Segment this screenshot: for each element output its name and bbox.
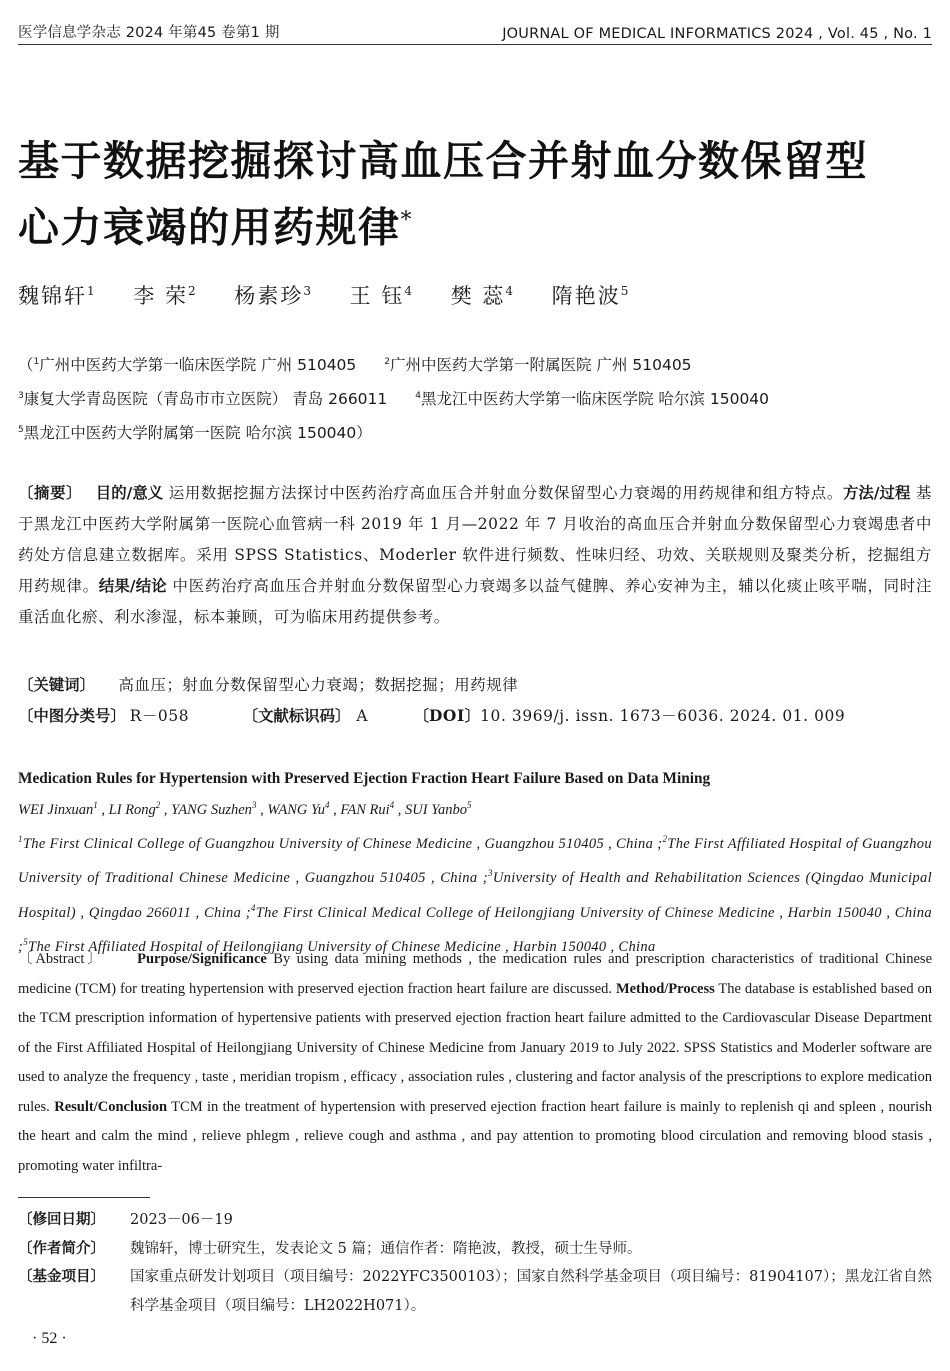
doc-code-heading: 〔文献标识码〕 xyxy=(242,707,351,725)
en-author-mark: 4 xyxy=(389,800,395,810)
doi-value: 10. 3969/j. issn. 1673－6036. 2024. 01. 009 xyxy=(480,707,846,725)
doi-label: DOI xyxy=(428,707,465,725)
en-abstract xyxy=(18,945,932,1181)
author-name: 王 钰 xyxy=(349,284,405,308)
footnote-label: 〔修回日期〕 xyxy=(18,1212,105,1228)
en-affil-mark: 3 xyxy=(487,868,493,879)
footnotes xyxy=(18,1206,932,1320)
author xyxy=(18,284,95,308)
affiliation: 黑龙江中医药大学附属第一医院 哈尔滨 150040 xyxy=(23,424,357,443)
clc-heading: 〔中图分类号〕 xyxy=(18,707,126,725)
en-affiliation: The First Clinical College of Guangzhou University of Chinese Medicine , Guangzhou 510405 , China ; xyxy=(22,835,663,852)
author-name: 杨素珍 xyxy=(234,284,304,308)
author-name: 樊 蕊 xyxy=(450,284,506,308)
funding-star: * xyxy=(400,208,413,233)
author xyxy=(133,284,195,308)
result-label: 结果/结论 xyxy=(98,577,167,595)
purpose-text: 运用数据挖掘方法探讨中医药治疗高血压合并射血分数保留型心力衰竭的用药规律和组方特点。 xyxy=(168,484,843,502)
separator: , xyxy=(256,801,268,818)
en-author-mark: 3 xyxy=(251,800,257,810)
keywords-line xyxy=(18,673,518,695)
affiliation: 广州中医药大学第一附属医院 广州 510405 xyxy=(390,356,692,375)
title-line-1: 基于数据挖掘探讨高血压合并射血分数保留型 xyxy=(18,137,868,185)
author xyxy=(350,284,412,308)
author xyxy=(552,284,629,308)
footnote-label: 〔基金项目〕 xyxy=(18,1269,105,1285)
open-paren: （ xyxy=(18,356,34,375)
en-affil-mark: 1 xyxy=(18,834,23,844)
en-affil-mark: 2 xyxy=(662,834,668,844)
en-author: FAN Rui xyxy=(340,801,390,818)
affiliations xyxy=(18,347,933,449)
en-author-mark: 2 xyxy=(155,800,161,810)
separator: , xyxy=(97,801,109,818)
author xyxy=(234,284,311,308)
doi-heading-close: 〕 xyxy=(464,707,481,725)
en-author-list xyxy=(18,800,471,819)
en-purpose-text: By using data mining methods , the medication rules and prescription characteristics of traditional Chinese medicine (TCM) for treating hypertension with preserved ejection fraction heart failure are discussed. xyxy=(18,951,932,997)
en-author: SUI Yanbo xyxy=(405,801,467,818)
author-name: 李 荣 xyxy=(133,284,189,308)
method-text: 基于黑龙江中医药大学附属第一医院心血管病一科 2019 年 1 月—2022 年 7 月收治的高血压合并射血分数保留型心力衰竭患者中药处方信息建立数据库。采用 SPSS Statistics、Moderler 软件进行频数、性味归经、功效、关联规则及聚类分析，挖掘组方用药规律。 xyxy=(18,484,932,595)
separator: , xyxy=(329,801,341,818)
footnote-text: 2023－06－19 xyxy=(130,1212,233,1228)
clc-value: R－058 xyxy=(129,707,190,725)
en-author: WANG Yu xyxy=(267,801,325,818)
affil-mark: 5 xyxy=(18,425,24,436)
keywords-heading: 〔关键词〕 xyxy=(18,676,95,694)
affiliation-row xyxy=(18,381,933,415)
affil-mark: 2 xyxy=(384,357,391,367)
author-affil-mark: 4 xyxy=(404,284,412,298)
doi-heading-open: 〔 xyxy=(413,707,429,725)
author-affil-mark: 4 xyxy=(505,284,514,298)
author-affil-mark: 3 xyxy=(303,284,311,298)
en-affil-mark: 4 xyxy=(250,902,256,913)
author-affil-mark: 2 xyxy=(188,284,196,298)
en-author: LI Rong xyxy=(108,801,156,818)
separator: , xyxy=(160,801,172,818)
affiliation-row xyxy=(18,415,933,449)
footnote-text: 魏锦轩，博士研究生，发表论文 5 篇；通信作者：隋艳波，教授，硕士生导师。 xyxy=(130,1240,642,1257)
en-method-label: Method/Process xyxy=(615,980,715,997)
affiliation: 康复大学青岛医院（青岛市市立医院） 青岛 266011 xyxy=(23,390,388,409)
author-list xyxy=(18,280,658,310)
affil-mark: 3 xyxy=(18,391,24,402)
author-affil-mark: 1 xyxy=(87,284,95,298)
page-number: · 52 · xyxy=(32,1330,67,1347)
separator: , xyxy=(394,801,406,818)
affiliation-row xyxy=(18,347,933,381)
doc-code-value: A xyxy=(356,707,369,725)
en-affil-mark: 5 xyxy=(23,936,29,947)
en-affiliation: The First Affiliated Hospital of Heilongjiang University of Chinese Medicine , Harbin 150040 , China xyxy=(28,938,656,955)
en-abstract-heading: 〔Abstract〕 xyxy=(18,951,105,967)
author xyxy=(451,284,513,308)
en-title: Medication Rules for Hypertension with Preserved Ejection Fraction Heart Failure Based on Data Mining xyxy=(18,770,711,787)
footnote-divider xyxy=(18,1197,150,1198)
abstract-heading: 〔摘要〕 xyxy=(18,484,83,502)
purpose-label: 目的/意义 xyxy=(95,484,164,502)
keywords-text: 高血压；射血分数保留型心力衰竭；数据挖掘；用药规律 xyxy=(118,676,519,694)
author-name: 隋艳波 xyxy=(551,284,621,308)
en-result-text: TCM in the treatment of hypertension with preserved ejection fraction heart failure is mainly to replenish qi and spleen , nourish the heart and calm the mind , relieve phlegm , relieve cough and asthma , and pay attention to promoting blood circulation and removing blood stasis , promoting water infiltra- xyxy=(18,1098,932,1174)
result-text: 中医药治疗高血压合并射血分数保留型心力衰竭多以益气健脾、养心安神为主，辅以化痰止咳平喘，同时注重活血化瘀、利水渗湿，标本兼顾，可为临床用药提供参考。 xyxy=(18,577,932,626)
title-line-2 xyxy=(18,191,928,258)
footnote-revised-date xyxy=(18,1206,932,1235)
en-author-mark: 5 xyxy=(466,800,472,810)
footnote-author-bio xyxy=(18,1235,932,1264)
en-result-label: Result/Conclusion xyxy=(54,1098,168,1115)
en-purpose-label: Purpose/Significance xyxy=(137,951,267,967)
cn-abstract xyxy=(18,478,932,633)
close-paren: ） xyxy=(356,424,372,443)
footnote-text: 国家重点研发计划项目（项目编号：2022YFC3500103）；国家自然科学基金项目（项目编号：81904107）；黑龙江省自然科学基金项目（项目编号：LH2022H071）。 xyxy=(130,1269,932,1314)
affiliation: 黑龙江中医药大学第一临床医学院 哈尔滨 150040 xyxy=(421,390,770,409)
affiliation: 广州中医药大学第一临床医学院 广州 510405 xyxy=(39,356,357,375)
en-author-mark: 1 xyxy=(93,800,98,810)
article-title xyxy=(18,132,928,258)
footnote-label: 〔作者简介〕 xyxy=(18,1240,105,1257)
journal-header-en: JOURNAL OF MEDICAL INFORMATICS 2024 , Vol. 45 , No. 1 xyxy=(502,26,932,42)
affil-mark: 1 xyxy=(33,357,40,367)
running-header xyxy=(18,18,932,45)
en-author-mark: 4 xyxy=(325,800,330,810)
en-affiliation: The First Clinical Medical College of Heilongjiang University of Chinese Medicine , Harbin 150040 , China ; xyxy=(18,904,932,955)
en-affiliations xyxy=(18,825,932,962)
affil-mark: 4 xyxy=(415,391,421,402)
author-name: 魏锦轩 xyxy=(18,284,87,308)
title-line-2-text: 心力衰竭的用药规律 xyxy=(18,203,401,252)
journal-header-cn: 医学信息学杂志 2024 年第45 卷第1 期 xyxy=(18,25,280,41)
method-label: 方法/过程 xyxy=(842,484,911,502)
footnote-funding xyxy=(18,1263,932,1320)
en-affiliation: The First Affiliated Hospital of Guangzhou University of Traditional Chinese Medicine , Guangzhou 510405 , China ; xyxy=(18,835,932,887)
en-author: YANG Suzhen xyxy=(171,801,252,818)
en-affiliation: University of Health and Rehabilitation Sciences (Qingdao Municipal Hospital) , Qingdao 266011 , China ; xyxy=(18,870,932,921)
author-affil-mark: 5 xyxy=(620,284,629,298)
classification-line xyxy=(18,704,845,726)
en-author: WEI Jinxuan xyxy=(18,801,94,818)
en-method-text: The database is established based on the TCM prescription information of hypertensive patients with preserved ejection fraction heart failure admitted to the Cardiovascular Disease Department of the First Affiliated Hospital of Heilongjiang University of Chinese Medicine from January 2019 to July 2022. SPSS Statistics and Moderler software are used to analyze the frequency , taste , meridian tropism , efficacy , association rules , clustering and factor analysis of the prescriptions to explore medication rules. xyxy=(18,980,932,1115)
